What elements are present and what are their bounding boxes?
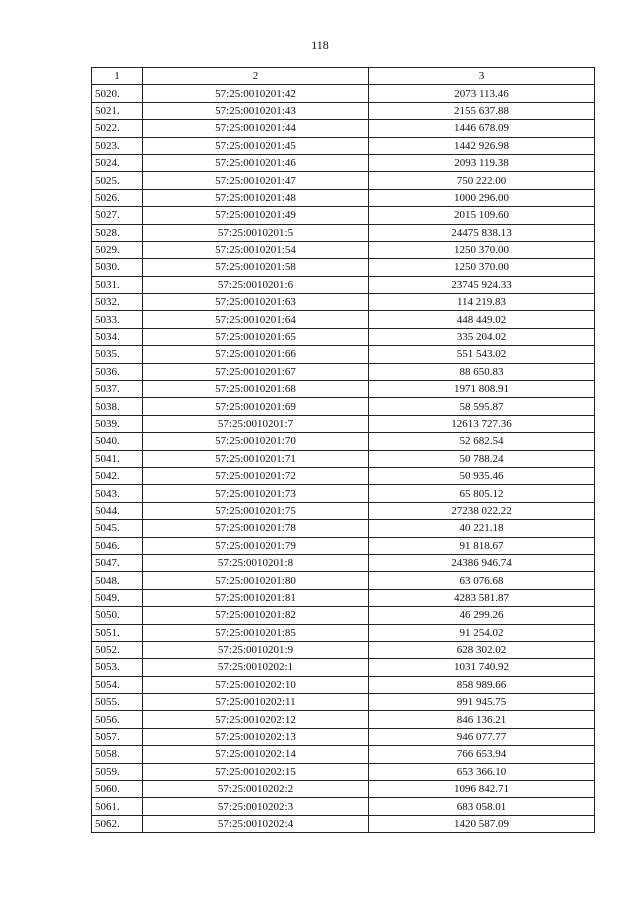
table-row xyxy=(92,572,595,589)
row-number-cell: 5053. xyxy=(92,659,143,676)
value-cell: 1031 740.92 xyxy=(369,659,595,676)
table-row xyxy=(92,85,595,102)
value-cell: 4283 581.87 xyxy=(369,589,595,606)
cadastral-number-cell: 57:25:0010201:42 xyxy=(143,85,369,102)
column-header-cadastral-number: 2 xyxy=(143,68,369,85)
row-number-cell: 5034. xyxy=(92,328,143,345)
table-row xyxy=(92,502,595,519)
cadastral-value-table xyxy=(91,67,595,833)
row-number-cell: 5057. xyxy=(92,728,143,745)
table-row xyxy=(92,259,595,276)
table-row xyxy=(92,294,595,311)
cadastral-number-cell: 57:25:0010201:73 xyxy=(143,485,369,502)
table-row xyxy=(92,363,595,380)
table-row xyxy=(92,102,595,119)
table-row xyxy=(92,189,595,206)
row-number-cell: 5049. xyxy=(92,589,143,606)
table-row xyxy=(92,763,595,780)
table-row xyxy=(92,485,595,502)
value-cell: 628 302.02 xyxy=(369,641,595,658)
table-row xyxy=(92,346,595,363)
cadastral-number-cell: 57:25:0010201:7 xyxy=(143,415,369,432)
row-number-cell: 5040. xyxy=(92,433,143,450)
cadastral-number-cell: 57:25:0010201:71 xyxy=(143,450,369,467)
table-row xyxy=(92,676,595,693)
table-row xyxy=(92,607,595,624)
value-cell: 766 653.94 xyxy=(369,746,595,763)
cadastral-number-cell: 57:25:0010201:72 xyxy=(143,467,369,484)
cadastral-number-cell: 57:25:0010201:48 xyxy=(143,189,369,206)
row-number-cell: 5030. xyxy=(92,259,143,276)
value-cell: 448 449.02 xyxy=(369,311,595,328)
table-row xyxy=(92,381,595,398)
row-number-cell: 5051. xyxy=(92,624,143,641)
cadastral-number-cell: 57:25:0010202:13 xyxy=(143,728,369,745)
cadastral-number-cell: 57:25:0010201:9 xyxy=(143,641,369,658)
row-number-cell: 5028. xyxy=(92,224,143,241)
cadastral-number-cell: 57:25:0010202:14 xyxy=(143,746,369,763)
table-row xyxy=(92,641,595,658)
value-cell: 1250 370.00 xyxy=(369,259,595,276)
row-number-cell: 5020. xyxy=(92,85,143,102)
value-cell: 40 221.18 xyxy=(369,520,595,537)
cadastral-number-cell: 57:25:0010201:54 xyxy=(143,241,369,258)
table-row xyxy=(92,781,595,798)
cadastral-number-cell: 57:25:0010201:46 xyxy=(143,154,369,171)
row-number-cell: 5022. xyxy=(92,120,143,137)
value-cell: 1442 926.98 xyxy=(369,137,595,154)
cadastral-number-cell: 57:25:0010201:63 xyxy=(143,294,369,311)
value-cell: 335 204.02 xyxy=(369,328,595,345)
cadastral-number-cell: 57:25:0010201:65 xyxy=(143,328,369,345)
value-cell: 2015 109.60 xyxy=(369,207,595,224)
row-number-cell: 5041. xyxy=(92,450,143,467)
value-cell: 991 945.75 xyxy=(369,694,595,711)
value-cell: 858 989.66 xyxy=(369,676,595,693)
row-number-cell: 5042. xyxy=(92,467,143,484)
value-cell: 2093 119.38 xyxy=(369,154,595,171)
value-cell: 946 077.77 xyxy=(369,728,595,745)
value-cell: 91 818.67 xyxy=(369,537,595,554)
row-number-cell: 5060. xyxy=(92,781,143,798)
table-row xyxy=(92,624,595,641)
row-number-cell: 5037. xyxy=(92,381,143,398)
row-number-cell: 5062. xyxy=(92,815,143,832)
cadastral-number-cell: 57:25:0010201:80 xyxy=(143,572,369,589)
value-cell: 653 366.10 xyxy=(369,763,595,780)
value-cell: 88 650.83 xyxy=(369,363,595,380)
row-number-cell: 5024. xyxy=(92,154,143,171)
value-cell: 1420 587.09 xyxy=(369,815,595,832)
row-number-cell: 5046. xyxy=(92,537,143,554)
cadastral-number-cell: 57:25:0010201:6 xyxy=(143,276,369,293)
cadastral-number-cell: 57:25:0010201:47 xyxy=(143,172,369,189)
value-cell: 683 058.01 xyxy=(369,798,595,815)
cadastral-number-cell: 57:25:0010201:69 xyxy=(143,398,369,415)
value-cell: 2155 637.88 xyxy=(369,102,595,119)
row-number-cell: 5056. xyxy=(92,711,143,728)
table-row xyxy=(92,241,595,258)
cadastral-number-cell: 57:25:0010202:3 xyxy=(143,798,369,815)
table-row xyxy=(92,398,595,415)
row-number-cell: 5035. xyxy=(92,346,143,363)
row-number-cell: 5033. xyxy=(92,311,143,328)
row-number-cell: 5048. xyxy=(92,572,143,589)
cadastral-number-cell: 57:25:0010201:81 xyxy=(143,589,369,606)
value-cell: 1000 296.00 xyxy=(369,189,595,206)
row-number-cell: 5029. xyxy=(92,241,143,258)
row-number-cell: 5059. xyxy=(92,763,143,780)
cadastral-number-cell: 57:25:0010201:45 xyxy=(143,137,369,154)
value-cell: 65 805.12 xyxy=(369,485,595,502)
value-cell: 52 682.54 xyxy=(369,433,595,450)
table-row xyxy=(92,815,595,832)
value-cell: 750 222.00 xyxy=(369,172,595,189)
table-body xyxy=(92,85,595,833)
value-cell: 114 219.83 xyxy=(369,294,595,311)
table-row xyxy=(92,589,595,606)
cadastral-number-cell: 57:25:0010201:49 xyxy=(143,207,369,224)
cadastral-number-cell: 57:25:0010201:85 xyxy=(143,624,369,641)
cadastral-number-cell: 57:25:0010201:43 xyxy=(143,102,369,119)
table-row xyxy=(92,711,595,728)
cadastral-number-cell: 57:25:0010201:67 xyxy=(143,363,369,380)
row-number-cell: 5045. xyxy=(92,520,143,537)
value-cell: 23745 924.33 xyxy=(369,276,595,293)
table-row xyxy=(92,798,595,815)
cadastral-number-cell: 57:25:0010201:70 xyxy=(143,433,369,450)
table-row xyxy=(92,659,595,676)
table-row xyxy=(92,276,595,293)
cadastral-number-cell: 57:25:0010201:82 xyxy=(143,607,369,624)
table-row xyxy=(92,328,595,345)
row-number-cell: 5044. xyxy=(92,502,143,519)
row-number-cell: 5025. xyxy=(92,172,143,189)
header-row xyxy=(92,68,595,85)
row-number-cell: 5047. xyxy=(92,554,143,571)
page-number: 118 xyxy=(311,38,329,52)
table-row xyxy=(92,537,595,554)
row-number-cell: 5043. xyxy=(92,485,143,502)
table-row xyxy=(92,137,595,154)
table-row xyxy=(92,746,595,763)
value-cell: 12613 727.36 xyxy=(369,415,595,432)
table-row xyxy=(92,172,595,189)
table-row xyxy=(92,467,595,484)
column-header-value: 3 xyxy=(369,68,595,85)
row-number-cell: 5054. xyxy=(92,676,143,693)
table-row xyxy=(92,554,595,571)
row-number-cell: 5026. xyxy=(92,189,143,206)
value-cell: 63 076.68 xyxy=(369,572,595,589)
table-row xyxy=(92,207,595,224)
row-number-cell: 5052. xyxy=(92,641,143,658)
cadastral-number-cell: 57:25:0010202:12 xyxy=(143,711,369,728)
cadastral-number-cell: 57:25:0010201:79 xyxy=(143,537,369,554)
table-row xyxy=(92,728,595,745)
cadastral-number-cell: 57:25:0010201:75 xyxy=(143,502,369,519)
cadastral-number-cell: 57:25:0010202:10 xyxy=(143,676,369,693)
row-number-cell: 5023. xyxy=(92,137,143,154)
table-row xyxy=(92,415,595,432)
row-number-cell: 5039. xyxy=(92,415,143,432)
cadastral-number-cell: 57:25:0010202:15 xyxy=(143,763,369,780)
cadastral-number-cell: 57:25:0010201:8 xyxy=(143,554,369,571)
cadastral-number-cell: 57:25:0010201:66 xyxy=(143,346,369,363)
table-row xyxy=(92,520,595,537)
row-number-cell: 5031. xyxy=(92,276,143,293)
cadastral-number-cell: 57:25:0010201:5 xyxy=(143,224,369,241)
value-cell: 24475 838.13 xyxy=(369,224,595,241)
cadastral-number-cell: 57:25:0010201:78 xyxy=(143,520,369,537)
cadastral-number-cell: 57:25:0010202:2 xyxy=(143,781,369,798)
row-number-cell: 5038. xyxy=(92,398,143,415)
row-number-cell: 5021. xyxy=(92,102,143,119)
row-number-cell: 5055. xyxy=(92,694,143,711)
value-cell: 1096 842.71 xyxy=(369,781,595,798)
value-cell: 846 136.21 xyxy=(369,711,595,728)
row-number-cell: 5050. xyxy=(92,607,143,624)
cadastral-number-cell: 57:25:0010202:11 xyxy=(143,694,369,711)
cadastral-number-cell: 57:25:0010202:1 xyxy=(143,659,369,676)
value-cell: 1446 678.09 xyxy=(369,120,595,137)
cadastral-number-cell: 57:25:0010201:64 xyxy=(143,311,369,328)
table-row xyxy=(92,450,595,467)
value-cell: 1971 808.91 xyxy=(369,381,595,398)
row-number-cell: 5032. xyxy=(92,294,143,311)
value-cell: 58 595.87 xyxy=(369,398,595,415)
row-number-cell: 5036. xyxy=(92,363,143,380)
value-cell: 91 254.02 xyxy=(369,624,595,641)
cadastral-number-cell: 57:25:0010201:68 xyxy=(143,381,369,398)
cadastral-number-cell: 57:25:0010201:58 xyxy=(143,259,369,276)
cadastral-number-cell: 57:25:0010201:44 xyxy=(143,120,369,137)
cadastral-number-cell: 57:25:0010202:4 xyxy=(143,815,369,832)
row-number-cell: 5061. xyxy=(92,798,143,815)
value-cell: 50 935.46 xyxy=(369,467,595,484)
value-cell: 27238 022.22 xyxy=(369,502,595,519)
value-cell: 50 788.24 xyxy=(369,450,595,467)
value-cell: 551 543.02 xyxy=(369,346,595,363)
row-number-cell: 5027. xyxy=(92,207,143,224)
table-row xyxy=(92,154,595,171)
value-cell: 24386 946.74 xyxy=(369,554,595,571)
table-row xyxy=(92,694,595,711)
table-row xyxy=(92,311,595,328)
value-cell: 1250 370.00 xyxy=(369,241,595,258)
table-row xyxy=(92,433,595,450)
value-cell: 2073 113.46 xyxy=(369,85,595,102)
table-row xyxy=(92,120,595,137)
column-header-number: 1 xyxy=(92,68,143,85)
row-number-cell: 5058. xyxy=(92,746,143,763)
value-cell: 46 299.26 xyxy=(369,607,595,624)
table-row xyxy=(92,224,595,241)
